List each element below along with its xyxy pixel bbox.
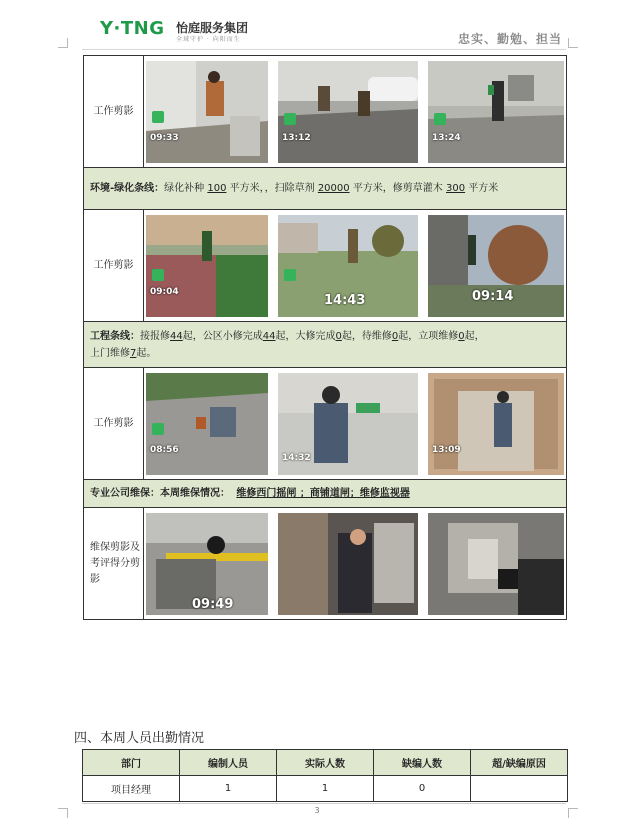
column-header: 实际人数	[277, 750, 374, 776]
photo-cell	[144, 210, 567, 322]
table-row	[84, 480, 567, 508]
photo-timestamp: 13:24	[432, 132, 461, 143]
photo-watermark-icon	[152, 269, 164, 281]
row-label: 工作剪影	[84, 368, 144, 480]
table-row	[84, 322, 567, 368]
photo-timestamp: 08:56	[150, 444, 179, 455]
column-header: 缺编人数	[374, 750, 471, 776]
footer-divider	[82, 803, 566, 804]
row-label: 工作剪影	[84, 56, 144, 168]
photo-watermark-icon	[152, 423, 164, 435]
photo-timestamp: 13:09	[432, 444, 461, 455]
company-logo: Y·TNG	[100, 18, 165, 39]
attendance-section-title: 四、本周人员出勤情况	[74, 731, 205, 746]
photo-cell	[144, 368, 567, 480]
photo-timestamp: 09:14	[472, 288, 514, 304]
row-label: 工作剪影	[84, 210, 144, 322]
photo-timestamp: 09:33	[150, 132, 179, 143]
table-row	[84, 210, 567, 322]
crop-mark-top-right	[568, 38, 578, 48]
work-photo	[146, 373, 268, 475]
work-photo	[278, 513, 418, 615]
column-header: 超/缺编原因	[471, 750, 568, 776]
column-header: 部门	[83, 750, 180, 776]
photo-cell	[144, 508, 567, 620]
page-header	[82, 14, 566, 50]
photo-timestamp: 09:04	[150, 286, 179, 297]
photo-timestamp: 14:32	[282, 452, 311, 463]
photo-cell	[144, 56, 567, 168]
engineering-summary: 工程条线：接报修44起，公区小修完成44起，大修完成0起，待维修0起，立项维修0起， 上门维修7起。	[84, 322, 567, 368]
greening-summary: 环境-绿化条线：绿化补种 100 平方米，，扫除草剂 20000 平方米，修剪草灌木 300 平方米	[84, 168, 567, 210]
table-row	[84, 368, 567, 480]
work-photo	[278, 61, 418, 163]
work-photo	[146, 215, 268, 317]
company-name: 怡庭服务集团	[176, 21, 249, 35]
page-number: 3	[314, 806, 320, 815]
table-cell: 0	[374, 776, 471, 802]
crop-mark-top-left	[58, 38, 68, 48]
table-row	[83, 776, 568, 802]
table-cell: 项目经理	[83, 776, 180, 802]
work-photo	[428, 373, 564, 475]
work-photo	[428, 61, 564, 163]
attendance-table	[82, 749, 568, 802]
work-photo	[428, 513, 564, 615]
work-photo	[146, 513, 268, 615]
photo-watermark-icon	[284, 113, 296, 125]
photo-watermark-icon	[434, 113, 446, 125]
table-cell: 1	[277, 776, 374, 802]
table-row	[84, 168, 567, 210]
header-slogan: 忠实、勤勉、担当	[457, 32, 562, 46]
table-row	[84, 508, 567, 620]
row-label: 维保剪影及考评得分剪影	[84, 508, 144, 620]
table-header-row	[83, 750, 568, 776]
table-cell: 1	[180, 776, 277, 802]
column-header: 编制人员	[180, 750, 277, 776]
photo-timestamp: 09:49	[192, 596, 234, 612]
photo-timestamp: 13:12	[282, 132, 311, 143]
weekly-report-table	[83, 55, 567, 620]
photo-timestamp: 14:43	[324, 292, 366, 308]
company-tagline: 全域守护 · 向阳而生	[176, 36, 241, 43]
table-row	[84, 56, 567, 168]
work-photo	[146, 61, 268, 163]
work-photo	[278, 373, 418, 475]
work-photo	[278, 215, 418, 317]
maintenance-summary: 专业公司维保：本周维保情况： 维修西门摇闸 ；商铺道闸；维修监视器	[84, 480, 567, 508]
photo-watermark-icon	[152, 111, 164, 123]
photo-watermark-icon	[284, 269, 296, 281]
work-photo	[428, 215, 564, 317]
table-cell	[471, 776, 568, 802]
